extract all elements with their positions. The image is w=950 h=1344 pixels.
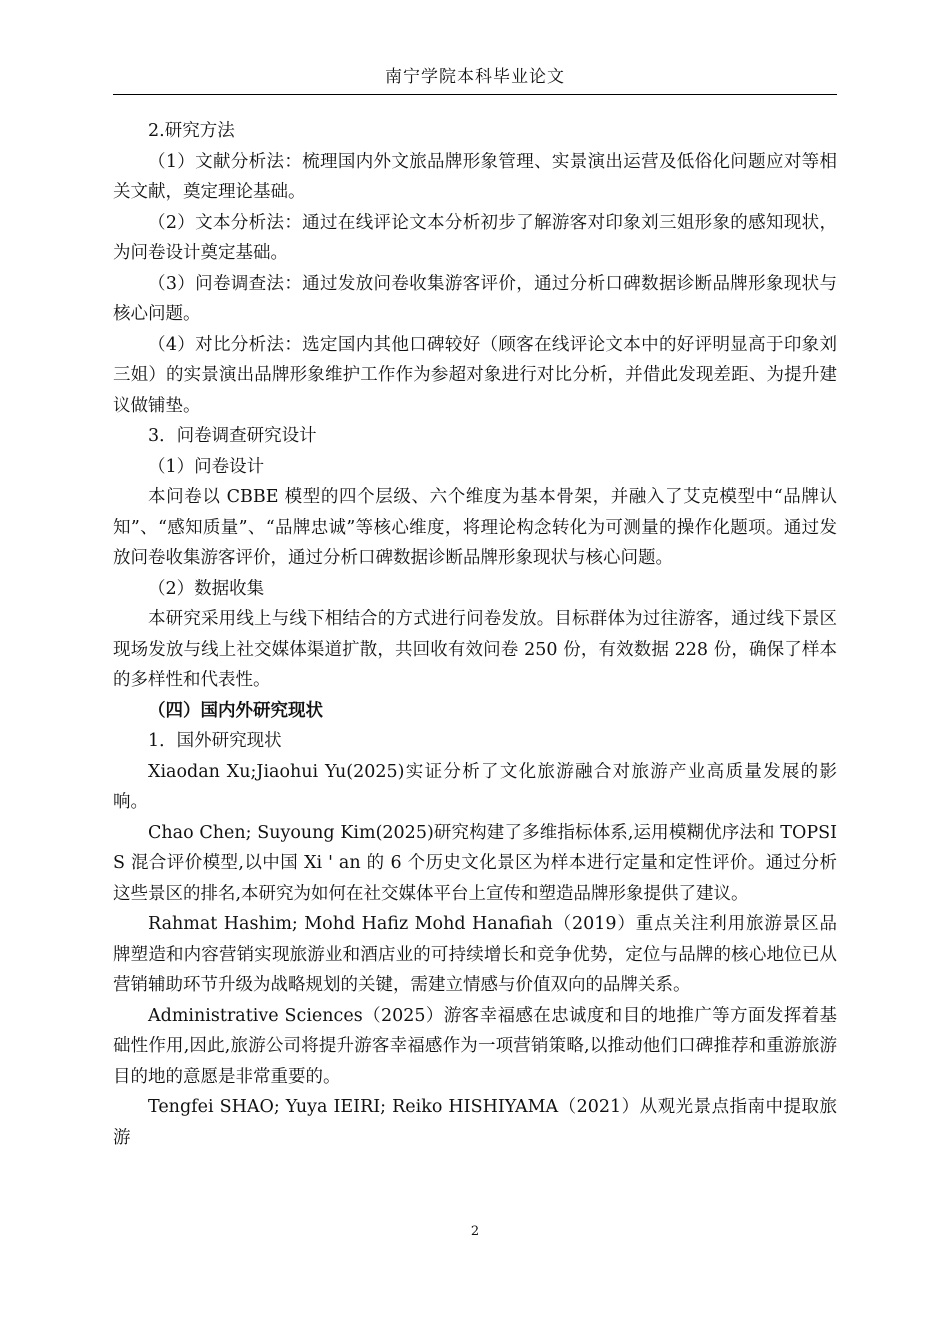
subheading-data-collection: （2）数据收集 [148, 578, 265, 599]
subheading-foreign-research: 1．国外研究现状 [148, 731, 282, 751]
subheading-questionnaire-design: 3．问卷调查研究设计 [148, 426, 317, 446]
section-heading-research-status: （四）国内外研究现状 [148, 700, 323, 721]
paragraph-comparative-analysis: （4）对比分析法：选定国内其他口碑较好（顾客在线评论文本中的好评明显高于印象刘三姐）的实景演出品牌形象维护工作作为参超对象进行对比分析，并借此发现差距、为提升建议做铺垫。 [113, 334, 837, 416]
document-body [113, 116, 837, 1153]
subheading-research-methods: 2.研究方法 [148, 121, 235, 141]
page-header-title: 南宁学院本科毕业论文 [385, 67, 565, 87]
header-divider [113, 94, 837, 95]
subheading-questionnaire-structure: （1）问卷设计 [148, 456, 265, 477]
paragraph-questionnaire-method: （3）问卷调查法：通过发放问卷收集游客评价，通过分析口碑数据诊断品牌形象现状与核心问题。 [113, 273, 837, 324]
paragraph-literature-analysis: （1）文献分析法：梳理国内外文旅品牌形象管理、实景演出运营及低俗化问题应对等相关文献，奠定理论基础。 [113, 151, 837, 202]
paragraph-administrative-sciences: Administrative Sciences（2025）游客幸福感在忠诚度和目的地推广等方面发挥着基础性作用,因此,旅游公司将提升游客幸福感作为一项营销策略,以推动他们口碑推荐和重游旅游目的地的意愿是非常重要的。 [113, 1005, 837, 1087]
paragraph-text-analysis: （2）文本分析法：通过在线评论文本分析初步了解游客对印象刘三姐形象的感知现状，为问卷设计奠定基础。 [113, 212, 837, 263]
paragraph-xu-yu: Xiaodan Xu;Jiaohui Yu(2025)实证分析了文化旅游融合对旅游产业高质量发展的影响。 [113, 761, 837, 812]
paragraph-questionnaire-design: 本问卷以 CBBE 模型的四个层级、六个维度为基本骨架，并融入了艾克模型中“品牌认知”、“感知质量”、“品牌忠诚”等核心维度，将理论构念转化为可测量的操作化题项。通过发放问卷收集游客评价，通过分析口碑数据诊断品牌形象现状与核心问题。 [113, 487, 837, 568]
page-number: 2 [470, 1224, 480, 1239]
paragraph-chen-kim: Chao Chen; Suyoung Kim(2025)研究构建了多维指标体系,运用模糊优序法和 TOPSIS 混合评价模型,以中国 Xi ' an 的 6 个历史文化景区为样本进行定量和定性评价。通过分析这些景区的排名,本研究为如何在社交媒体平台上宣传和塑造品牌形象提供了建议。 [113, 822, 837, 904]
paragraph-shao-ieiri: Tengfei SHAO; Yuya IEIRI; Reiko HISHIYAMA（2021）从观光景点指南中提取旅游 [113, 1097, 837, 1148]
paragraph-data-collection: 本研究采用线上与线下相结合的方式进行问卷发放。目标群体为过往游客，通过线下景区现场发放与线上社交媒体渠道扩散，共回收有效问卷 250 份，有效数据 228 份，确保了样本的多样性和代表性。 [113, 609, 837, 690]
paragraph-hashim-hanafiah: Rahmat Hashim; Mohd Hafiz Mohd Hanafiah（2019）重点关注利用旅游景区品牌塑造和内容营销实现旅游业和酒店业的可持续增长和竞争优势，定位与品牌的核心地位已从营销辅助环节升级为战略规划的关键，需建立情感与价值双向的品牌关系。 [113, 914, 837, 995]
